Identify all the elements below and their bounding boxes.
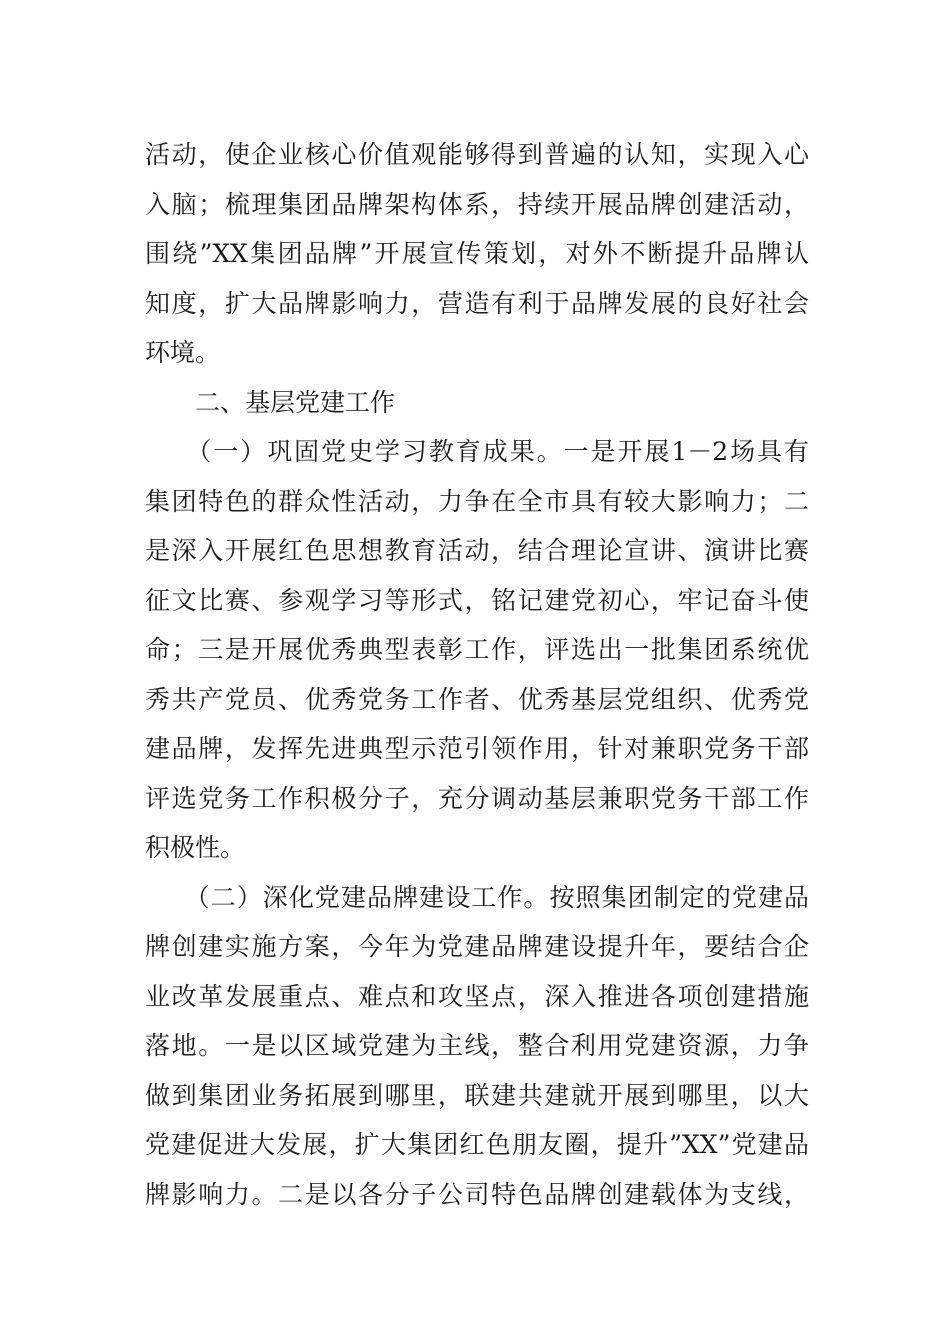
text-line: 牌影响力。二是以各分子公司特色品牌创建载体为支线， (145, 1179, 809, 1209)
text-line: 征文比赛、参观学习等形式，铭记建党初心，牢记奋斗使 (145, 585, 809, 615)
text-line: 知度，扩大品牌影响力，营造有利于品牌发展的良好社会 (145, 288, 809, 318)
text-line: 集团特色的群众性活动，力争在全市具有较大影响力；二 (145, 486, 809, 516)
text-line: （二）深化党建品牌建设工作。按照集团制定的党建品 (145, 882, 809, 912)
text-line: 牌创建实施方案，今年为党建品牌建设提升年，要结合企 (145, 932, 809, 961)
document-body (145, 130, 809, 1219)
text-line: 入脑；梳理集团品牌架构体系，持续开展品牌创建活动， (145, 189, 809, 219)
text-line: 做到集团业务拓展到哪里，联建共建就开展到哪里，以大 (145, 1080, 809, 1110)
text-line: 环境。 (145, 338, 221, 367)
text-line: 活动，使企业核心价值观能够得到普遍的认知，实现入心 (145, 140, 809, 169)
text-line: 秀共产党员、优秀党务工作者、优秀基层党组织、优秀党 (145, 684, 809, 714)
text-line: （一）巩固党史学习教育成果。一是开展1－2场具有 (145, 437, 809, 466)
text-line: 业改革发展重点、难点和攻坚点，深入推进各项创建措施 (145, 981, 809, 1011)
text-line: 是深入开展红色思想教育活动，结合理论宣讲、演讲比赛 (145, 536, 809, 565)
text-line: 落地。一是以区域党建为主线，整合利用党建资源，力争 (145, 1031, 809, 1060)
text-line: 评选党务工作积极分子，充分调动基层兼职党务干部工作 (145, 783, 809, 813)
text-line: 围绕”XX集团品牌”开展宣传策划，对外不断提升品牌认 (145, 239, 809, 268)
text-line: 命；三是开展优秀典型表彰工作，评选出一批集团系统优 (145, 635, 809, 664)
text-line: 建品牌，发挥先进典型示范引领作用，针对兼职党务干部 (145, 734, 809, 763)
text-line: 党建促进大发展，扩大集团红色朋友圈，提升”XX”党建品 (145, 1130, 809, 1159)
section-heading: 二、基层党建工作 (145, 387, 396, 417)
text-line: 积极性。 (145, 833, 246, 862)
